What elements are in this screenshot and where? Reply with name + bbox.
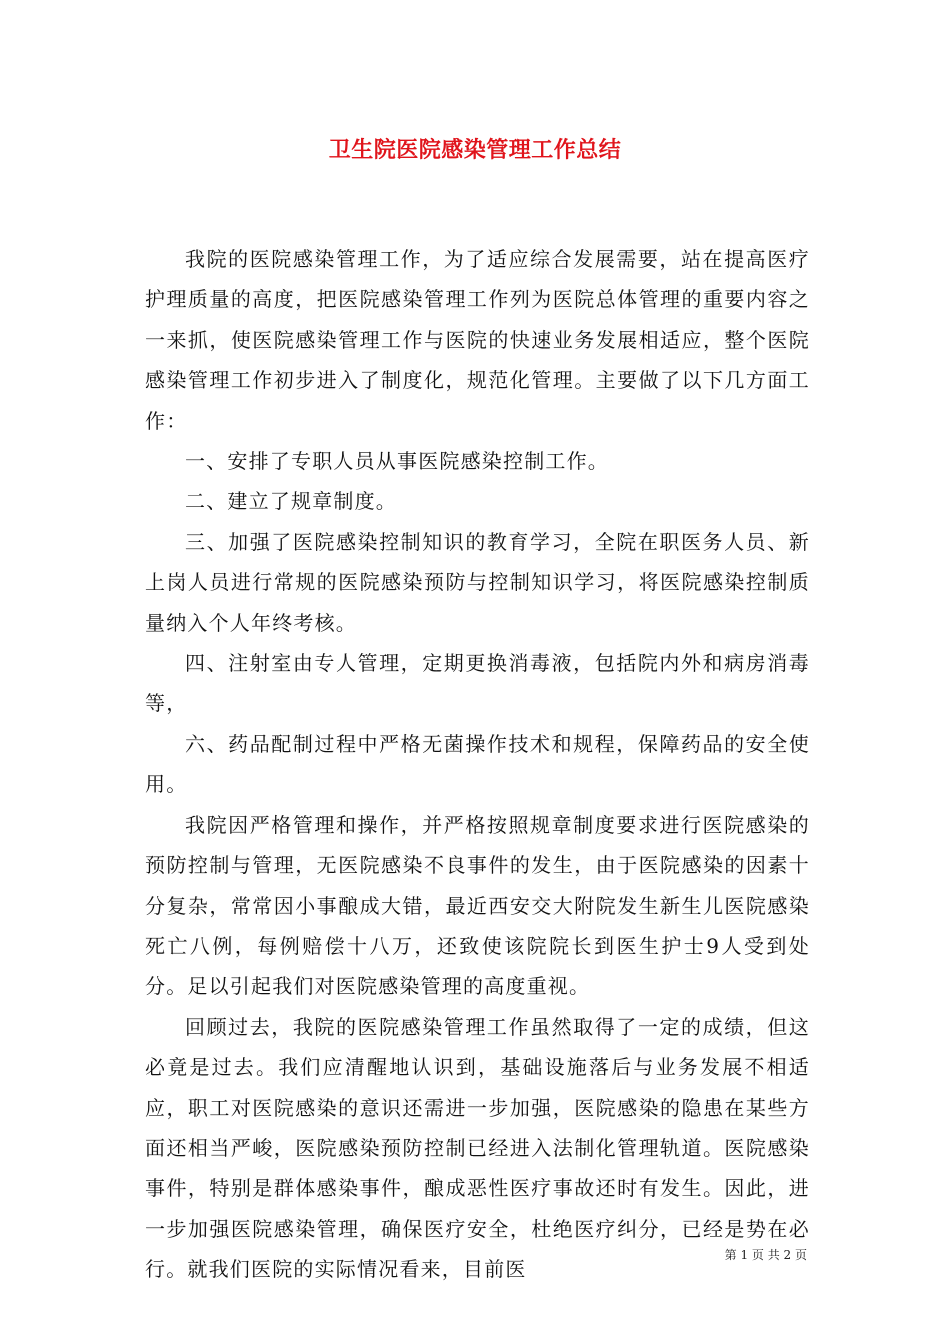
paragraph-incident: 我院因严格管理和操作，并严格按照规章制度要求进行医院感染的预防控制与管理，无医院感染不良事件的发生，由于医院感染的因素十分复杂，常常因小事酿成大错，最近西安交大附院发生新生儿医院感染死亡八例，每例赔偿十八万，还致使该院院长到医生护士9人受到处分。足以引起我们对医院感染管理的高度重视。 xyxy=(145,812,810,999)
paragraph-item-1: 一、安排了专职人员从事医院感染控制工作。 xyxy=(185,449,609,474)
paragraph-item-2: 二、建立了规章制度。 xyxy=(185,489,397,514)
paragraph-review: 回顾过去，我院的医院感染管理工作虽然取得了一定的成绩，但这必竟是过去。我们应清醒地认识到，基础设施落后与业务发展不相适应，职工对医院感染的意识还需进一步加强，医院感染的隐患在某些方面还相当严峻，医院感染预防控制已经进入法制化管理轨道。医院感染事件，特别是群体感染事件，酿成恶性医疗事故还时有发生。因此，进一步加强医院感染管理，确保医疗安全，杜绝医疗纠分，已经是势在必行。就我们医院的实际情况看来，目前医 xyxy=(145,1014,810,1282)
page-number: 第 1 页 共 2 页 xyxy=(724,1248,807,1262)
paragraph-item-6: 六、药品配制过程中严格无菌操作技术和规程，保障药品的安全使用。 xyxy=(145,731,810,797)
paragraph-intro: 我院的医院感染管理工作，为了适应综合发展需要，站在提高医疗护理质量的高度，把医院感染管理工作列为医院总体管理的重要内容之一来抓，使医院感染管理工作与医院的快速业务发展相适应，整个医院感染管理工作初步进入了制度化，规范化管理。主要做了以下几方面工作： xyxy=(145,247,810,433)
paragraph-item-3: 三、加强了医院感染控制知识的教育学习，全院在职医务人员、新上岗人员进行常规的医院感染预防与控制知识学习，将医院感染控制质量纳入个人年终考核。 xyxy=(145,529,810,635)
document-title: 卫生院医院感染管理工作总结 xyxy=(328,137,622,163)
document-body xyxy=(145,239,810,1290)
paragraph-item-4: 四、注射室由专人管理，定期更换消毒液，包括院内外和病房消毒等， xyxy=(145,651,810,716)
